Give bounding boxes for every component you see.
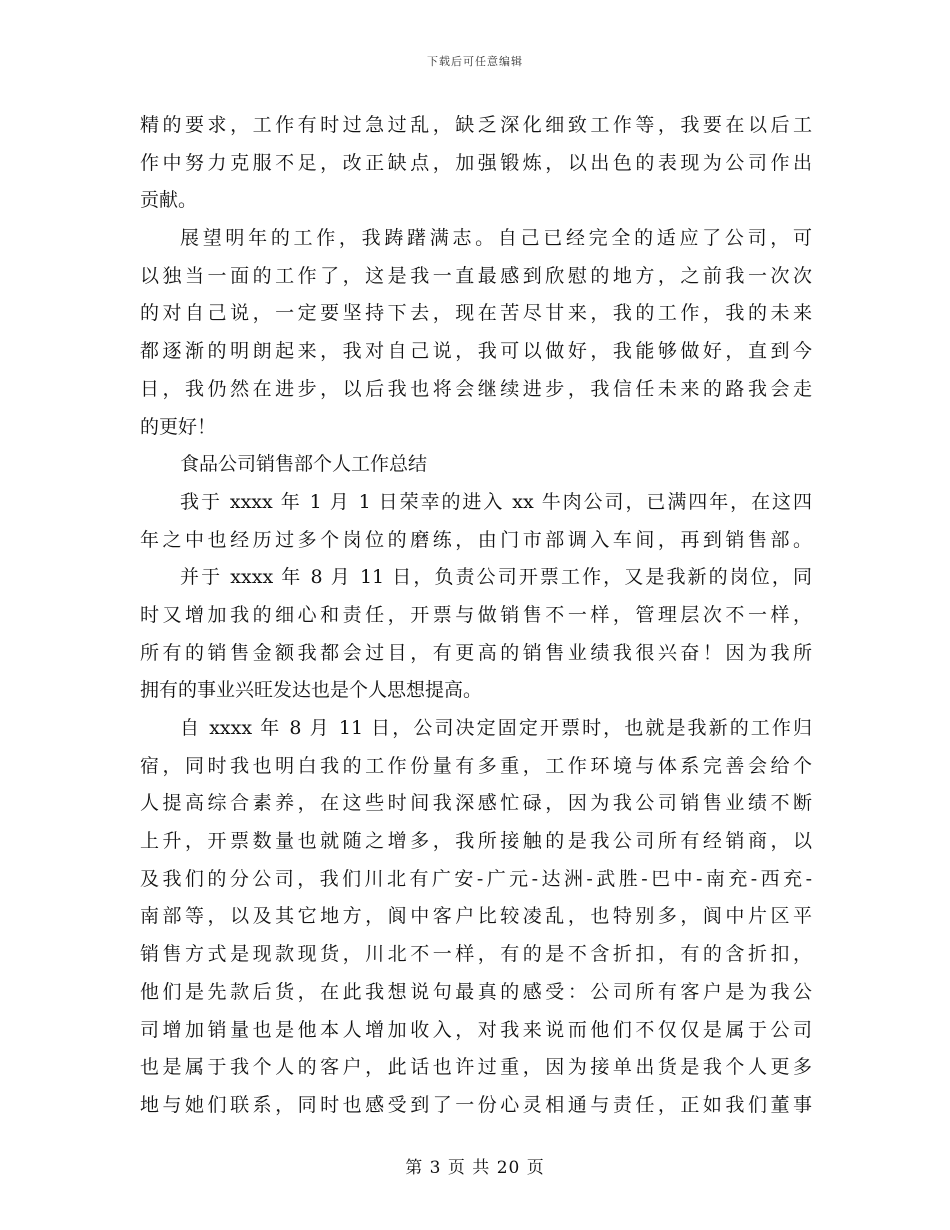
- text-line: 拥有的事业兴旺发达也是个人思想提高。: [140, 679, 483, 702]
- section-heading: 食品公司销售部个人工作总结: [180, 453, 428, 476]
- text-line: 的对自己说，一定要坚持下去，现在苦尽甘来，我的工作，我的未来: [140, 302, 812, 325]
- text-line: 作中努力克服不足，改正缺点，加强锻炼，以出色的表现为公司作出: [140, 151, 812, 174]
- text-line: 以独当一面的工作了，这是我一直最感到欣慰的地方，之前我一次次: [140, 264, 812, 287]
- document-body: [140, 107, 812, 1125]
- text-line: 及我们的分公司，我们川北有广安-广元-达洲-武胜-巴中-南充-西充-: [140, 867, 812, 890]
- text-line: 展望明年的工作，我踌躇满志。自己已经完全的适应了公司，可: [180, 227, 812, 250]
- text-line: 他们是先款后货，在此我想说句最真的感受：公司所有客户是为我公: [140, 980, 812, 1003]
- text-line: 都逐渐的明朗起来，我对自己说，我可以做好，我能够做好，直到今: [140, 340, 812, 363]
- text-line: 南部等，以及其它地方，阆中客户比较凌乱，也特别多，阆中片区平: [140, 905, 812, 928]
- text-line: 贡献。: [140, 189, 198, 212]
- text-line: 上升，开票数量也就随之增多，我所接触的是我公司所有经销商，以: [140, 830, 812, 853]
- text-line: 年之中也经历过多个岗位的磨练，由门市部调入车间，再到销售部。: [140, 528, 812, 551]
- page-number-footer: 第 3 页 共 20 页: [405, 1158, 545, 1178]
- text-line: 司增加销量也是他本人增加收入，对我来说而他们不仅仅是属于公司: [140, 1018, 812, 1041]
- text-line: 我于 xxxx 年 1 月 1 日荣幸的进入 xx 牛肉公司，已满四年，在这四: [180, 490, 812, 513]
- text-line: 时又增加我的细心和责任，开票与做销售不一样，管理层次不一样，: [140, 603, 812, 626]
- text-line: 所有的销售金额我都会过目，有更高的销售业绩我很兴奋！因为我所: [140, 641, 812, 664]
- text-line: 并于 xxxx 年 8 月 11 日，负责公司开票工作，又是我新的岗位，同: [180, 566, 812, 589]
- text-line: 地与她们联系，同时也感受到了一份心灵相通与责任，正如我们董事: [140, 1093, 812, 1116]
- text-line: 自 xxxx 年 8 月 11 日，公司决定固定开票时，也就是我新的工作归: [180, 717, 812, 739]
- text-line: 人提高综合素养，在这些时间我深感忙碌，因为我公司销售业绩不断: [140, 792, 812, 815]
- text-line: 精的要求，工作有时过急过乱，缺乏深化细致工作等，我要在以后工: [140, 114, 812, 136]
- text-line: 销售方式是现款现货，川北不一样，有的是不含折扣，有的含折扣，: [140, 943, 812, 966]
- text-line: 宿，同时我也明白我的工作份量有多重，工作环境与体系完善会给个: [140, 754, 812, 777]
- text-line: 也是属于我个人的客户，此话也许过重，因为接单出货是我个人更多: [140, 1056, 812, 1079]
- text-line: 的更好！: [140, 415, 217, 438]
- page-header-note: 下载后可任意编辑: [427, 55, 523, 68]
- text-line: 日，我仍然在进步，以后我也将会继续进步，我信任未来的路我会走: [140, 377, 812, 400]
